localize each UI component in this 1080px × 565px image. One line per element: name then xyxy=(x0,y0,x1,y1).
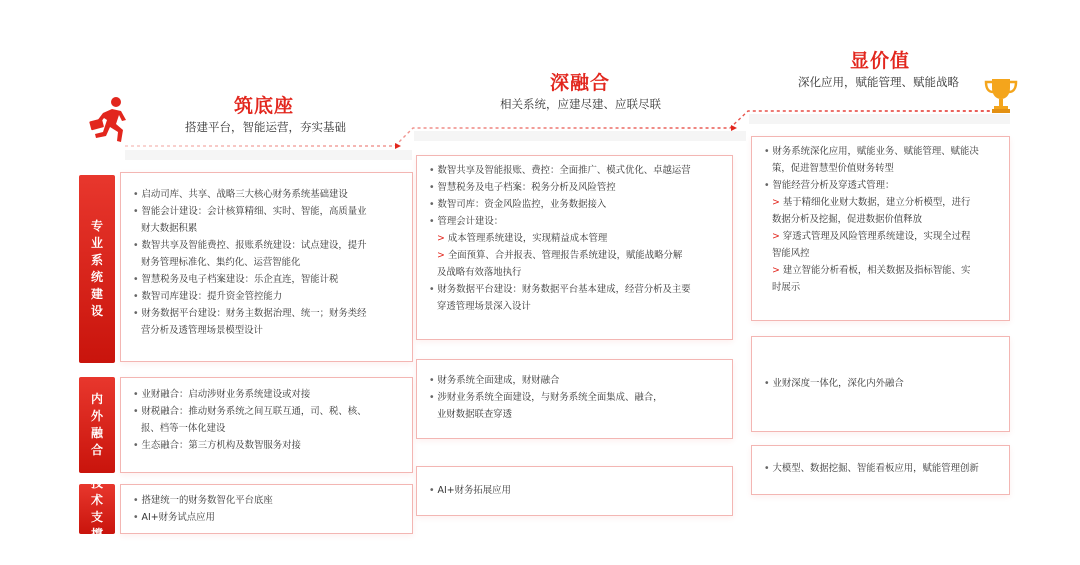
cell-item-text: 数智共享及智能费控、报账系统建设：试点建设，提升 xyxy=(141,240,367,251)
cell-list-item xyxy=(133,509,402,526)
cell-list-item xyxy=(429,264,722,281)
cell-list-item xyxy=(764,160,999,177)
cell-list-item xyxy=(133,288,402,305)
dot-bullet-icon: • xyxy=(133,206,139,217)
stage-subtitle-foundation: 搭建平台，智能运营，夯实基础 xyxy=(185,120,346,134)
cell-list-item xyxy=(764,262,999,279)
cell-item-text: 搭建统一的财务数智化平台底座 xyxy=(141,495,273,506)
dot-bullet-icon: • xyxy=(429,375,435,386)
cell-list-item xyxy=(133,203,402,220)
cell-item-text: 财大数据积累 xyxy=(141,223,198,234)
row-label-integration: 内外融合 xyxy=(79,377,115,473)
cell-tech-foundation xyxy=(120,484,413,534)
cell-system-value xyxy=(751,136,1010,321)
dot-bullet-icon: • xyxy=(429,199,435,210)
cell-item-text: 报、档等一体化建设 xyxy=(141,423,226,434)
cell-list-item xyxy=(764,279,999,296)
cell-item-text: 策，促进智慧型价值财务转型 xyxy=(772,163,894,174)
cell-item-text: 智慧税务及电子档案建设：乐企直连，智能计税 xyxy=(141,274,339,285)
cell-item-text: 财务数据平台建设：财务主数据治理、统一；财务类经 xyxy=(141,308,367,319)
cell-item-text: 业财数据联查穿透 xyxy=(437,409,513,420)
cell-list-item xyxy=(133,305,402,322)
dot-bullet-icon: • xyxy=(764,378,770,389)
cell-list-item xyxy=(429,230,722,247)
dot-bullet-icon: • xyxy=(429,392,435,403)
cell-item-text: 涉财业务系统全面建设，与财务系统全面集成、融合， xyxy=(437,392,663,403)
cell-item-text: 业财深度一体化，深化内外融合 xyxy=(772,378,904,389)
cell-list-item xyxy=(429,196,722,213)
cell-list-item xyxy=(133,403,402,420)
cell-item-text: 及战略有效落地执行 xyxy=(437,267,522,278)
cell-item-text: 数据分析及挖掘，促进数据价值释放 xyxy=(772,214,923,225)
cell-integration-foundation xyxy=(120,377,413,473)
cell-list-item xyxy=(133,254,402,271)
dot-bullet-icon: • xyxy=(133,240,139,251)
dot-bullet-icon: • xyxy=(764,180,770,191)
dot-bullet-icon: • xyxy=(429,165,435,176)
cell-list-item xyxy=(764,194,999,211)
dot-bullet-icon: • xyxy=(133,389,139,400)
cell-item-text: 启动司库、共享、战略三大核心财务系统基础建设 xyxy=(141,189,348,200)
cell-system-foundation xyxy=(120,172,413,362)
cell-integration-value xyxy=(751,336,1010,432)
cell-item-text: 财务系统深化应用，赋能业务、赋能管理、赋能决 xyxy=(772,146,979,157)
cell-list-item xyxy=(133,186,402,203)
stage-title-value: 显价值 xyxy=(850,50,911,72)
cell-tech-value xyxy=(751,445,1010,495)
cell-list-item xyxy=(429,372,722,389)
cell-item-text: 财务数据平台建设：财务数据平台基本建成，经营分析及主要 xyxy=(437,284,691,295)
cell-item-text: 财务管理标准化、集约化、运营智能化 xyxy=(141,257,301,268)
cell-item-text: 穿透管理场景深入设计 xyxy=(437,301,531,312)
cell-list-item xyxy=(764,177,999,194)
dot-bullet-icon: • xyxy=(429,485,435,496)
cell-list-item xyxy=(429,281,722,298)
dot-bullet-icon: • xyxy=(764,146,770,157)
cell-item-text: 智慧税务及电子档案：税务分析及风险管控 xyxy=(437,182,616,193)
cell-item-text: 智能风控 xyxy=(772,248,810,259)
cell-item-text: 财税融合：推动财务系统之间互联互通，司、税、核、 xyxy=(141,406,367,417)
cell-item-text: AI+财务拓展应用 xyxy=(437,485,511,496)
cell-list-item xyxy=(429,406,722,423)
cell-item-text: 智能经营分析及穿透式管理： xyxy=(772,180,895,191)
cell-list-item xyxy=(764,245,999,262)
cell-list-item xyxy=(429,213,722,230)
cell-list-item xyxy=(429,247,722,264)
cell-item-text: 数智共享及智能报账、费控：全面推广、模式优化、卓越运营 xyxy=(437,165,691,176)
cell-list-item xyxy=(764,211,999,228)
cell-integration-integration xyxy=(416,359,733,439)
cell-item-text: 营分析及透管理场景模型设计 xyxy=(141,325,263,336)
cell-list-item xyxy=(764,228,999,245)
cell-item-text: 智能会计建设：会计核算精细、实时、智能，高质量业 xyxy=(141,206,367,217)
dot-bullet-icon: • xyxy=(133,189,139,200)
cell-list-item xyxy=(133,492,402,509)
dot-bullet-icon: • xyxy=(764,463,770,474)
row-label-system-construction: 专业系统建设 xyxy=(79,175,115,363)
arrow-bullet-icon: > xyxy=(772,231,780,242)
cell-list-item xyxy=(133,322,402,339)
cell-list-item xyxy=(133,437,402,454)
dot-bullet-icon: • xyxy=(429,182,435,193)
cell-list-item xyxy=(133,420,402,437)
arrow-bullet-icon: > xyxy=(772,197,780,208)
cell-tech-integration xyxy=(416,466,733,516)
dot-bullet-icon: • xyxy=(133,495,139,506)
cell-list-item xyxy=(133,271,402,288)
dot-bullet-icon: • xyxy=(429,216,435,227)
arrow-bullet-icon: > xyxy=(437,250,445,261)
cell-item-text: 穿透式管理及风险管理系统建设，实现全过程 xyxy=(782,231,971,242)
dot-bullet-icon: • xyxy=(133,406,139,417)
cell-system-integration xyxy=(416,155,733,340)
cell-list-item xyxy=(764,375,999,392)
dot-bullet-icon: • xyxy=(133,440,139,451)
cell-item-text: 基于精细化业财大数据，建立分析模型，进行 xyxy=(782,197,971,208)
cell-list-item xyxy=(133,220,402,237)
cell-item-text: 数智司库：资金风险监控，业务数据接入 xyxy=(437,199,607,210)
cell-item-text: AI+财务试点应用 xyxy=(141,512,215,523)
stage-title-integration: 深融合 xyxy=(550,72,611,94)
cell-item-text: 全面预算、合并报表、管理报告系统建设，赋能战略分解 xyxy=(447,250,683,261)
cell-item-text: 成本管理系统建设，实现精益成本管理 xyxy=(447,233,608,244)
cell-item-text: 业财融合：启动涉财业务系统建设或对接 xyxy=(141,389,311,400)
dot-bullet-icon: • xyxy=(133,291,139,302)
cell-list-item xyxy=(764,143,999,160)
row-label-tech-support: 技术支撑 xyxy=(79,484,115,534)
cell-item-text: 财务系统全面建成，财财融合 xyxy=(437,375,560,386)
dot-bullet-icon: • xyxy=(133,274,139,285)
arrow-bullet-icon: > xyxy=(437,233,445,244)
cell-list-item xyxy=(429,482,722,499)
cell-item-text: 生态融合：第三方机构及数智服务对接 xyxy=(141,440,301,451)
cell-list-item xyxy=(429,389,722,406)
cell-list-item xyxy=(429,162,722,179)
cell-item-text: 管理会计建设： xyxy=(437,216,504,227)
cell-item-text: 数智司库建设：提升资金管控能力 xyxy=(141,291,283,302)
dot-bullet-icon: • xyxy=(429,284,435,295)
cell-list-item xyxy=(429,179,722,196)
cell-list-item xyxy=(133,386,402,403)
cell-list-item xyxy=(764,460,999,477)
cell-item-text: 大模型、数据挖掘、智能看板应用，赋能管理创新 xyxy=(772,463,979,474)
dot-bullet-icon: • xyxy=(133,308,139,319)
cell-item-text: 建立智能分析看板，相关数据及指标智能、实 xyxy=(782,265,971,276)
stage-subtitle-value: 深化应用，赋能管理、赋能战略 xyxy=(798,75,959,89)
stage-title-foundation: 筑底座 xyxy=(234,95,295,117)
cell-list-item xyxy=(133,237,402,254)
dot-bullet-icon: • xyxy=(133,512,139,523)
arrow-bullet-icon: > xyxy=(772,265,780,276)
cell-item-text: 时展示 xyxy=(772,282,801,293)
cell-list-item xyxy=(429,298,722,315)
stage-subtitle-integration: 相关系统，应建尽建、应联尽联 xyxy=(500,97,661,111)
